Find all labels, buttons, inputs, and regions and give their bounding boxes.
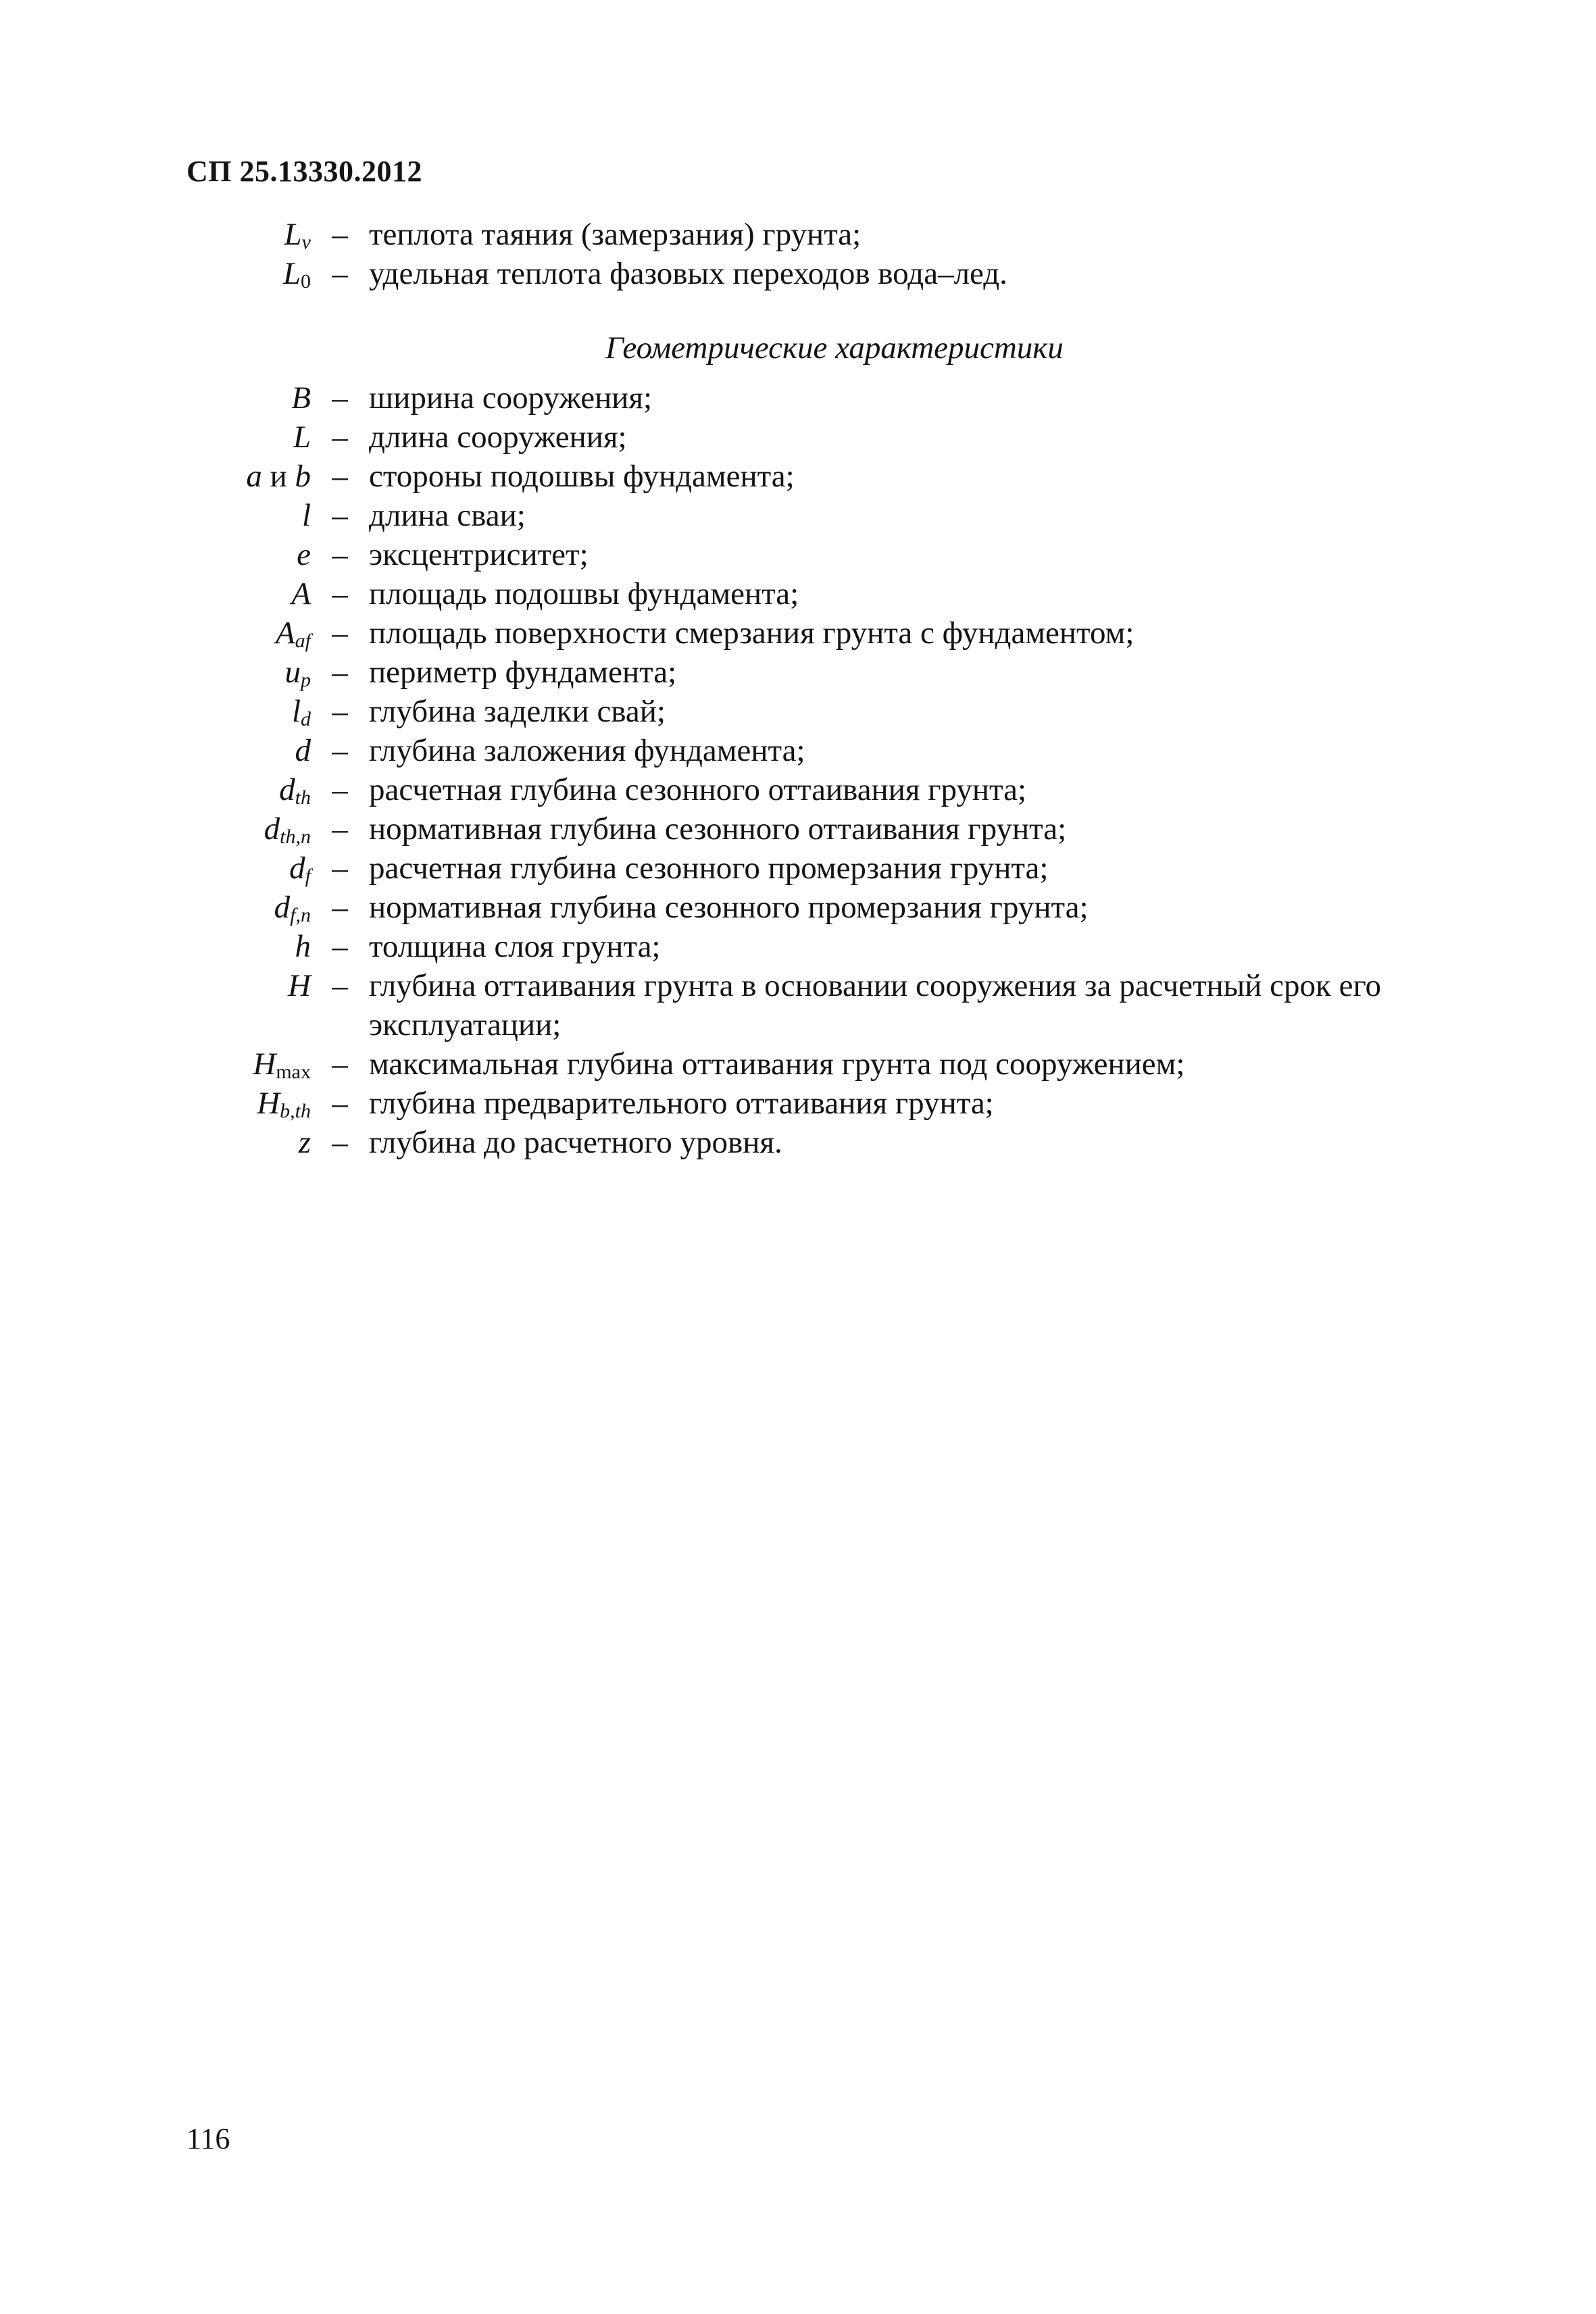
definition-row (186, 378, 1470, 418)
section-title: Геометрические характеристики (605, 330, 1064, 366)
page-number: 116 (186, 2122, 230, 2155)
symbol-main: A (291, 576, 311, 611)
definition-row (186, 418, 1470, 457)
definition-row (186, 215, 1470, 254)
geometric-definitions (186, 378, 1470, 1162)
thermal-definitions (186, 215, 1470, 293)
symbol (186, 418, 311, 457)
definition-row (186, 966, 1470, 1045)
definition-text: периметр фундамента; (369, 655, 677, 690)
definition-text: расчетная глубина сезонного оттаивания грунта; (369, 772, 1027, 807)
symbol-subscript: v (301, 231, 311, 253)
dash-separator: – (332, 498, 348, 533)
symbol (186, 1045, 311, 1084)
definition-text: нормативная глубина сезонного оттаивания грунта; (369, 811, 1067, 847)
symbol-main: e (297, 537, 311, 572)
dash-separator: – (332, 1125, 348, 1160)
definitions-block (186, 215, 1470, 1162)
symbol (186, 966, 311, 1005)
definition-row (186, 809, 1470, 849)
definition-row (186, 613, 1470, 653)
definition-row (186, 927, 1470, 966)
symbol (186, 888, 311, 927)
symbol-subscript: d (301, 708, 311, 730)
symbol (186, 254, 311, 293)
dash-separator: – (332, 217, 348, 252)
symbol-subscript: f,n (290, 904, 311, 926)
symbol (186, 1084, 311, 1123)
definition-row (186, 849, 1470, 888)
symbol (186, 613, 311, 653)
dash-separator: – (332, 968, 348, 1003)
definition-text: расчетная глубина сезонного промерзания грунта; (369, 851, 1049, 886)
symbol-main: d (274, 890, 291, 925)
symbol-main: L (284, 217, 302, 252)
symbol (186, 927, 311, 966)
dash-separator: – (332, 380, 348, 416)
dash-separator: – (332, 256, 348, 291)
document-code: СП 25.13330.2012 (186, 155, 422, 188)
dash-separator: – (332, 733, 348, 768)
symbol-main: H (257, 1086, 280, 1121)
symbol-main: d (295, 733, 311, 768)
symbol (186, 770, 311, 809)
dash-separator: – (332, 890, 348, 925)
dash-separator: – (332, 537, 348, 572)
dash-separator: – (332, 772, 348, 807)
definition-text: глубина до расчетного уровня. (369, 1125, 782, 1160)
definition-text: ширина сооружения; (369, 380, 653, 416)
definition-row (186, 770, 1470, 809)
symbol-main: A (275, 615, 295, 651)
definition-text: стороны подошвы фундамента; (369, 459, 795, 494)
symbol-main: l (291, 694, 301, 729)
definition-row (186, 653, 1470, 692)
definition-row (186, 535, 1470, 574)
symbol-main: H (288, 968, 311, 1003)
symbol (186, 849, 311, 888)
definition-row (186, 574, 1470, 613)
definition-text: площадь подошвы фундамента; (369, 576, 799, 611)
symbol (186, 692, 311, 731)
symbol-main: L (293, 420, 311, 455)
dash-separator: – (332, 851, 348, 886)
symbol-subscript: max (276, 1061, 311, 1083)
definition-row (186, 888, 1470, 927)
definition-text: теплота таяния (замерзания) грунта; (369, 217, 862, 252)
dash-separator: – (332, 459, 348, 494)
symbol-main: B (291, 380, 311, 416)
symbol-subscript: th (295, 786, 311, 809)
symbol-subscript: f (305, 865, 311, 887)
definition-row (186, 496, 1470, 535)
definition-text: длина сваи; (369, 498, 526, 533)
dash-separator: – (332, 1086, 348, 1121)
symbol-main: d (279, 772, 295, 807)
definition-text: нормативная глубина сезонного промерзания грунта; (369, 890, 1089, 925)
definition-text: толщина слоя грунта; (369, 929, 661, 964)
dash-separator: – (332, 576, 348, 611)
definition-row (186, 457, 1470, 496)
symbol (186, 653, 311, 692)
definition-text: глубина предварительного оттаивания грунта; (369, 1086, 994, 1121)
symbol (186, 809, 311, 849)
definition-text: эксцентриситет; (369, 537, 589, 572)
definition-row (186, 1084, 1470, 1123)
symbol (186, 378, 311, 418)
dash-separator: – (332, 1047, 348, 1082)
dash-separator: – (332, 811, 348, 847)
symbol (186, 535, 311, 574)
definition-text: длина сооружения; (369, 420, 627, 455)
symbol-subscript: th,n (280, 826, 311, 848)
dash-separator: – (332, 615, 348, 651)
symbol (186, 215, 311, 254)
symbol-main: d (264, 811, 280, 847)
dash-separator: – (332, 420, 348, 455)
symbol (186, 457, 311, 496)
symbol-main: L (282, 256, 301, 291)
symbol (186, 496, 311, 535)
dash-separator: – (332, 655, 348, 690)
symbol-main: l (301, 498, 311, 533)
dash-separator: – (332, 929, 348, 964)
definition-text: удельная теплота фазовых переходов вода–лед. (369, 256, 1007, 291)
definition-text: глубина заделки свай; (369, 694, 666, 729)
symbol-main: u (284, 655, 301, 690)
symbol (186, 574, 311, 613)
definition-row (186, 731, 1470, 770)
definition-text: глубина оттаивания грунта в основании сооружения за расчетный срок его эксплуатации; (369, 968, 1382, 1042)
definition-row (186, 254, 1470, 293)
symbol-main: a и b (246, 459, 311, 494)
symbol-main: d (289, 851, 305, 886)
symbol-subscript: af (295, 630, 311, 652)
symbol-subscript: b,th (280, 1100, 311, 1122)
symbol-subscript: 0 (301, 270, 311, 293)
definition-row (186, 692, 1470, 731)
definition-text: глубина заложения фундамента; (369, 733, 805, 768)
dash-separator: – (332, 694, 348, 729)
symbol (186, 1123, 311, 1162)
symbol-subscript: p (301, 669, 311, 691)
symbol-main: H (253, 1047, 276, 1082)
definition-row (186, 1123, 1470, 1162)
definition-text: площадь поверхности смерзания грунта с фундаментом; (369, 615, 1134, 651)
definition-row (186, 1045, 1470, 1084)
symbol-main: z (298, 1125, 311, 1160)
symbol-main: h (295, 929, 311, 964)
definition-text: максимальная глубина оттаивания грунта под сооружением; (369, 1047, 1185, 1082)
symbol (186, 731, 311, 770)
